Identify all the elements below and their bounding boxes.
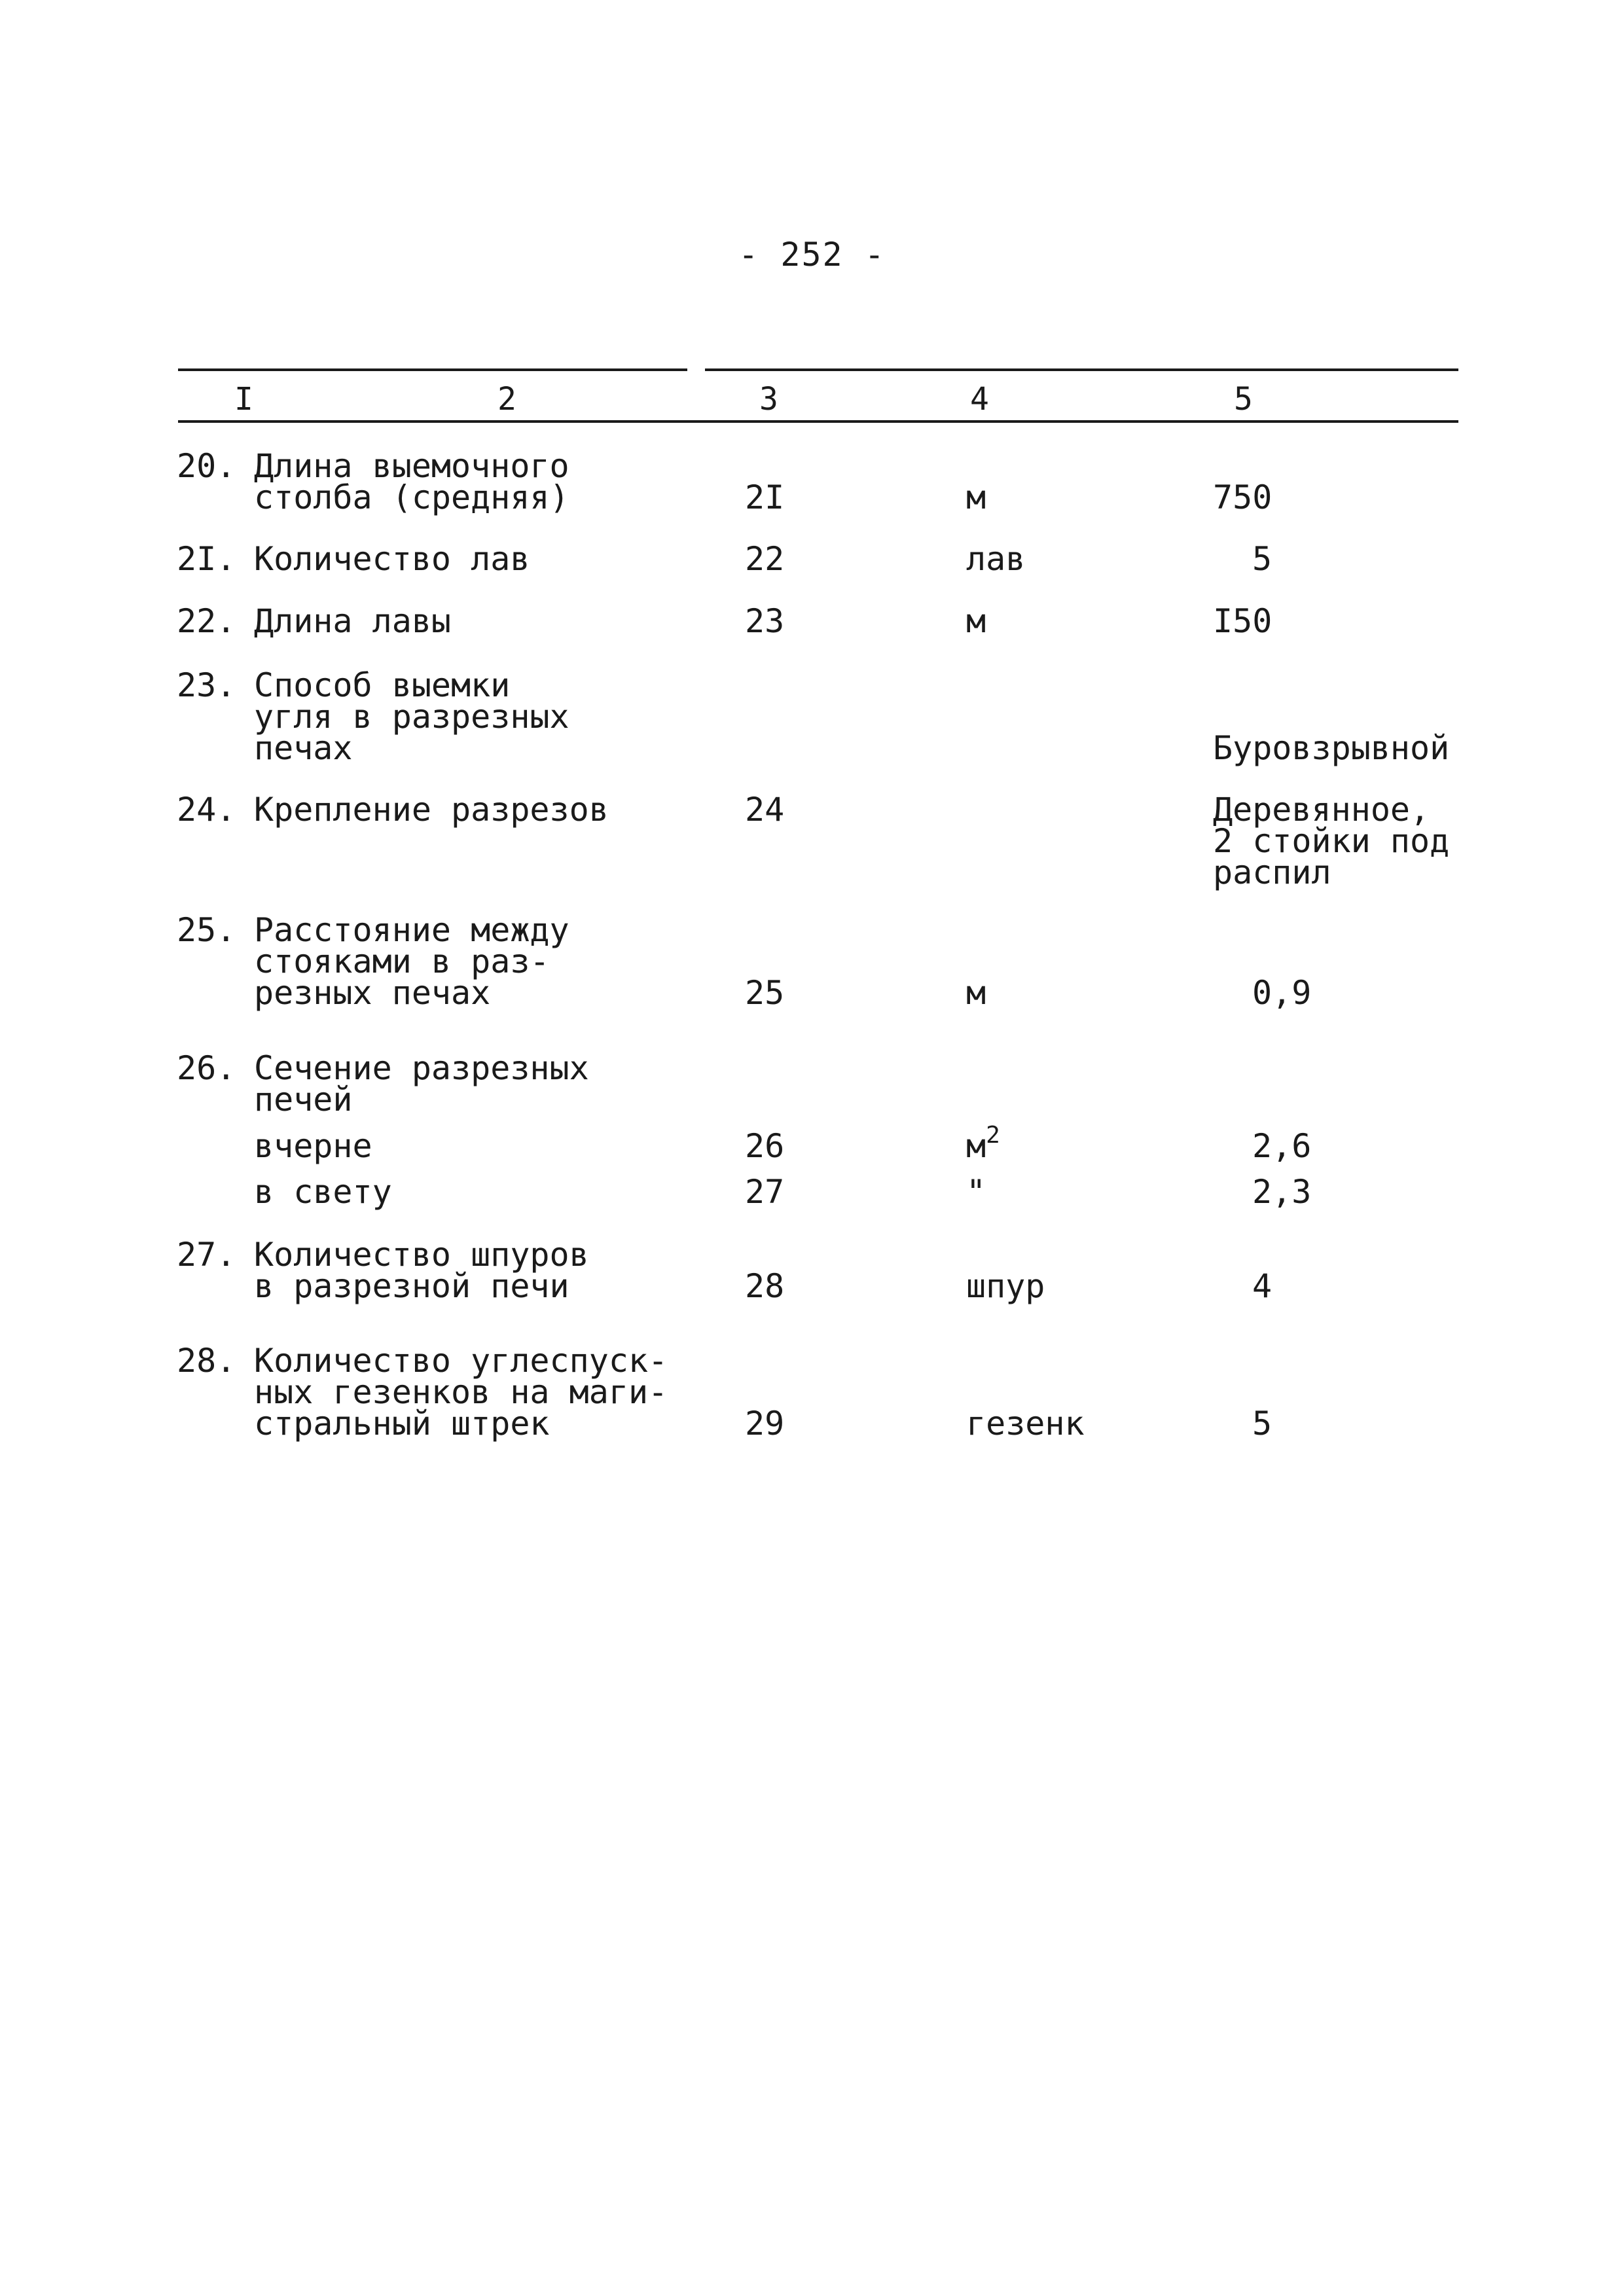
row-value: Буровзрывной [1213,729,1450,767]
row-value: 5 [1252,1405,1272,1443]
row-unit: шпур [966,1267,1045,1305]
row-description: Длина лавы [254,602,452,640]
row-description: Сечение разрезных печей [254,1049,589,1119]
row-description: Количество шпуров в разрезной печи [254,1236,589,1305]
row-description: Количество лав [254,540,530,578]
row-number: 24. [177,791,236,829]
page-number: - 252 - [738,236,886,274]
column-header-3: 3 [759,381,778,418]
row-code: 28 [745,1267,785,1305]
row-number: 23. [177,666,236,704]
column-header-2: 2 [497,381,516,418]
unit-text: м [966,1127,986,1165]
row-unit: лав [966,540,1026,578]
row-description: Длина выемочного столба (средняя) [254,447,569,516]
row-value: 750 [1213,478,1272,516]
row-number: 28. [177,1342,236,1380]
row-unit: " [966,1173,986,1211]
row-description: Количество углеспуск- ных гезенков на маги- стральный штрек [254,1342,668,1443]
row-number: 2I. [177,540,236,578]
header-top-rule-left [178,368,687,371]
row-value: 0,9 [1252,974,1312,1012]
unit-superscript: 2 [986,1122,1000,1149]
row-code: 2I [745,478,785,516]
row-unit [966,1122,1000,1166]
row-unit: гезенк [966,1405,1085,1443]
row-description: Расстояние между стояками в раз- резных печах [254,911,569,1012]
column-header-5: 5 [1234,381,1253,418]
row-number: 22. [177,602,236,640]
row-code: 29 [745,1405,785,1443]
row-number: 26. [177,1049,236,1087]
row-unit: м [966,478,986,516]
row-code: 23 [745,602,785,640]
row-unit: м [966,974,986,1012]
row-description: вчерне [254,1127,372,1165]
row-value: 2,3 [1252,1173,1312,1211]
row-number: 20. [177,447,236,485]
header-top-rule-right [705,368,1458,371]
column-header-1: I [234,381,253,418]
row-value: 2,6 [1252,1127,1312,1165]
row-description: в свету [254,1173,392,1211]
row-code: 22 [745,540,785,578]
row-value: 5 [1252,540,1272,578]
row-description: Способ выемки угля в разрезных печах [254,666,569,767]
row-code: 25 [745,974,785,1012]
row-number: 25. [177,911,236,949]
header-bottom-rule [178,420,1458,423]
row-value: Деревянное, 2 стойки под распил [1213,791,1450,891]
row-number: 27. [177,1236,236,1274]
row-value: 4 [1252,1267,1272,1305]
row-description: Крепление разрезов [254,791,609,829]
column-header-4: 4 [970,381,989,418]
row-unit: м [966,602,986,640]
row-code: 27 [745,1173,785,1211]
row-value: I50 [1213,602,1272,640]
row-code: 24 [745,791,785,829]
row-code: 26 [745,1127,785,1165]
